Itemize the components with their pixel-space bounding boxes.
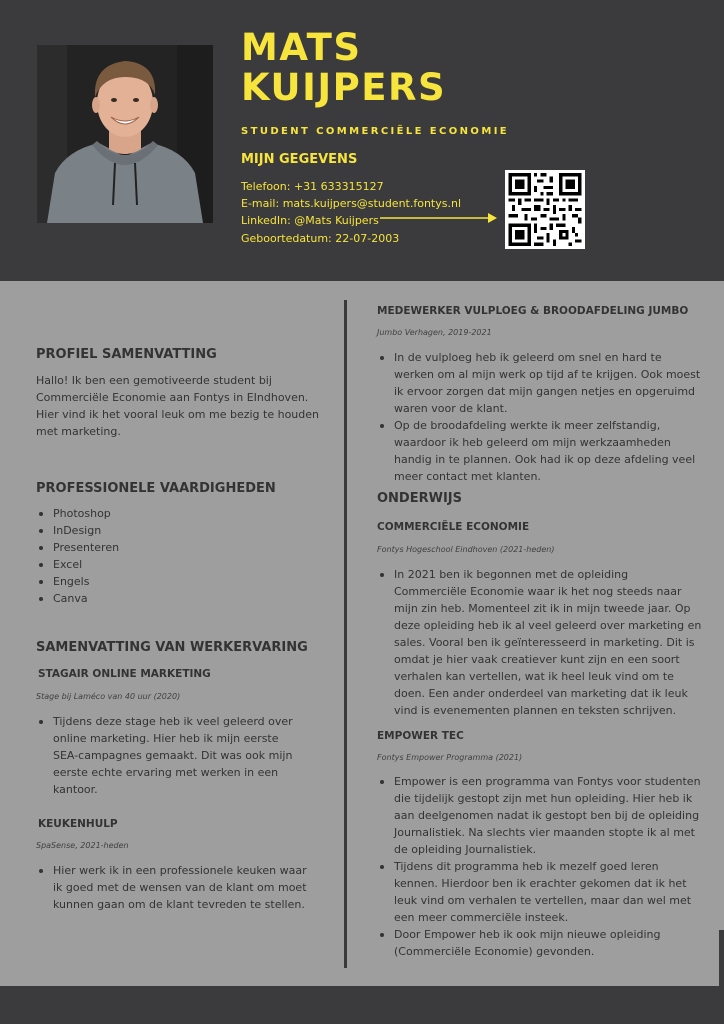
details-heading: MIJN GEGEVENS bbox=[241, 152, 358, 167]
list-item: Hier werk ik in een professionele keuken waar ik goed met de wensen van de klant om moet kunnen gaan om de klant tevreden te stellen. bbox=[36, 862, 311, 913]
list-item: In 2021 ben ik begonnen met de opleiding Commerciële Economie waar ik het nog steeds naar mijn zin heb. Momenteel zit ik in mijn tweede jaar. Op deze opleiding heb ik al veel geleerd over marketing en sales. Vooral ben ik geïnteresseerd in marketing. Dit is omdat je hier vaak creatiever kunt zijn en een soort verhalen kan vertellen, wat ik heel leuk vind om te doen. Een ander onderdeel van marketing dat ik leuk vind is evenementen plannen en teksten schrijven. bbox=[377, 566, 702, 719]
profile-photo bbox=[37, 45, 213, 223]
education-meta: Fontys Hogeschool Eindhoven (2021-heden) bbox=[377, 545, 555, 554]
education-bullets bbox=[377, 566, 702, 719]
job-title: KEUKENHULP bbox=[38, 818, 118, 830]
contact-phone: Telefoon: +31 633315127 bbox=[241, 180, 384, 193]
education-bullets bbox=[377, 773, 702, 960]
list-item: InDesign bbox=[36, 522, 316, 539]
list-item: In de vulploeg heb ik geleerd om snel en hard te werken om al mijn werk op tijd af te krijgen. Ook moest ik ervoor zorgen dat mijn gangen netjes en opgeruimd waren voor de klant. bbox=[377, 349, 702, 417]
profile-text: Hallo! Ik ben een gemotiveerde student bij Commerciële Economie aan Fontys in EIndhoven. Hier vind ik het vooral leuk om me bezig te houden met marketing. bbox=[36, 374, 320, 438]
list-item: Engels bbox=[36, 573, 316, 590]
job-meta: SpaSense, 2021-heden bbox=[36, 841, 129, 850]
list-item: Presenteren bbox=[36, 539, 316, 556]
contact-birthdate: Geboortedatum: 22-07-2003 bbox=[241, 232, 400, 245]
job-meta: Jumbo Verhagen, 2019-2021 bbox=[377, 328, 492, 337]
list-item: Excel bbox=[36, 556, 316, 573]
column-divider bbox=[344, 300, 347, 968]
list-item: Empower is een programma van Fontys voor studenten die tijdelijk gestopt zijn met hun opleiding. Hier heb ik aan deelgenomen nadat ik gestopt ben bij de opleiding Journalistiek. Na slechts vier maanden stopte ik al met de opleiding Journalistiek. bbox=[377, 773, 702, 858]
contact-email[interactable]: E-mail: mats.kuijpers@student.fontys.nl bbox=[241, 197, 462, 210]
list-item: Photoshop bbox=[36, 505, 316, 522]
skills-heading: PROFESSIONELE VAARDIGHEDEN bbox=[36, 481, 276, 496]
profile-heading: PROFIEL SAMENVATTING bbox=[36, 347, 217, 362]
list-item: Tijdens dit programma heb ik mezelf goed leren kennen. Hierdoor ben ik erachter gekomen dat ik het leuk vind om verhalen te vertellen, maar dan wel met een meer commerciële insteek. bbox=[377, 858, 702, 926]
job-title: STAGAIR ONLINE MARKETING bbox=[38, 668, 211, 680]
name-first: MATS bbox=[241, 26, 362, 69]
edge-decoration bbox=[719, 930, 724, 986]
list-item: Door Empower heb ik ook mijn nieuwe opleiding (Commerciële Economie) gevonden. bbox=[377, 926, 702, 960]
list-item: Op de broodafdeling werkte ik meer zelfstandig, waardoor ik heb geleerd om mijn werkzaamheden handig in te plannen. Ook had ik op deze afdeling veel meer contact met klanten. bbox=[377, 417, 702, 485]
job-bullets bbox=[36, 862, 311, 913]
education-heading: ONDERWIJS bbox=[377, 491, 462, 506]
candidate-name bbox=[241, 28, 446, 108]
name-last: KUIJPERS bbox=[241, 66, 447, 109]
job-bullets bbox=[377, 349, 702, 485]
list-item: Canva bbox=[36, 590, 316, 607]
job-tagline: STUDENT COMMERCIËLE ECONOMIE bbox=[241, 126, 510, 137]
job-meta: Stage bij Laméco van 40 uur (2020) bbox=[36, 692, 181, 701]
job-bullets bbox=[36, 713, 306, 798]
cv-header bbox=[0, 0, 724, 281]
skills-list bbox=[36, 505, 316, 607]
work-summary-heading: SAMENVATTING VAN WERKERVARING bbox=[36, 640, 308, 655]
education-meta: Fontys Empower Programma (2021) bbox=[377, 753, 523, 762]
list-item: Tijdens deze stage heb ik veel geleerd over online marketing. Hier heb ik mijn eerste SEA-campagnes gemaakt. Dit was ook mijn eerste echte ervaring met werken in een kantoor. bbox=[36, 713, 306, 798]
job-title: MEDEWERKER VULPLOEG & BROODAFDELING JUMBO bbox=[377, 305, 689, 317]
education-title: COMMERCIËLE ECONOMIE bbox=[377, 521, 530, 533]
cv-footer bbox=[0, 986, 724, 1024]
arrow-right-icon bbox=[380, 212, 498, 224]
contact-linkedin[interactable]: LinkedIn: @Mats Kuijpers bbox=[241, 214, 379, 227]
education-title: EMPOWER TEC bbox=[377, 730, 464, 742]
qr-code-icon[interactable] bbox=[505, 170, 585, 249]
